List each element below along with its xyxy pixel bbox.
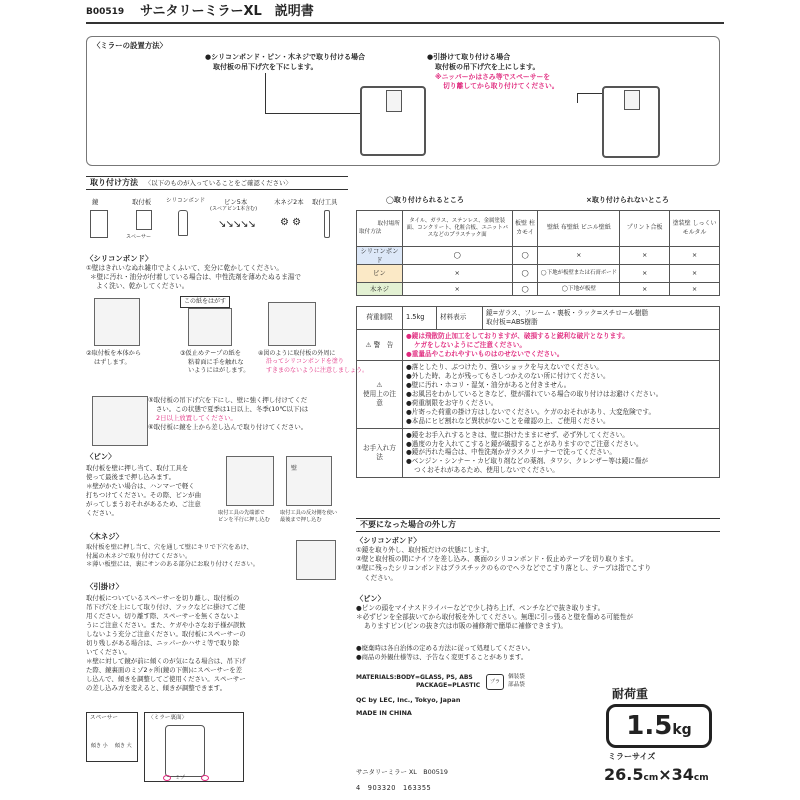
pin-step2-illustration [286,456,332,506]
step3-line: いようにはがします。 [188,367,250,375]
care-line: ●過度の力を入れてこすると鏡が破損することがありますのでご注意ください。 [406,439,643,448]
spec-table [356,306,720,478]
pin-line: ＊壁がかたい場合は、ハンマーで軽く [86,481,195,490]
materials-text [356,674,480,691]
method-cell: シリコンボンド [357,247,403,265]
hook-line: た際、鏡裏面のミゾ2ヶ所(鏡の下側)にスペーサーを差 [86,665,243,674]
step5-line: 2日以上放置してください。 [156,413,237,422]
title-rule [86,22,724,24]
recycle-text [508,674,525,690]
pin-line: 使って最後まで押し込みます。 [86,472,175,481]
screw-icon: ⚙ ⚙ [280,217,302,228]
removal-line: ヘラなどでこすり落とし、テープは指でこすり [512,564,652,573]
compat-cell: ◯ [512,283,538,296]
care-label: お手入れ方法 [357,428,403,477]
step4-line: ④図のように取付板の外周に [258,350,336,357]
header-cell: 壁紙 布壁紙 ビニル壁紙 [538,211,620,247]
part-label: ピン5本 [224,198,248,206]
silicon-line: よく洗い、乾かしてください。 [96,282,189,291]
setup-left-line2: 取付板の吊下げ穴を下にします。 [213,63,318,71]
part-label: シリコンボンド [166,198,206,204]
load-value-big: 1.5 [626,711,673,741]
removal-line: ください。 [364,573,397,582]
mirror-back-diagram [144,712,244,782]
barcode-number: 4 903320 163355 [356,784,432,792]
removal-note: ●廃棄時は各自治体の定める方法に従って処理してください。 [356,644,535,652]
hook-line: 用ください。切り離す際、スペーサーを無くさないよ [86,611,240,620]
install-heading: 取り付け方法 [90,178,138,187]
size-label: ミラーサイズ [608,752,656,761]
install-subheading: 〈以下のものが入っていることをご確認ください〉 [144,179,292,187]
screw-line: 取付板を壁に押し当て、穴を通して壁にキリで下穴をあけ、 [86,544,253,551]
pin-cap-line: ピンを平行に押し込む [218,517,270,524]
wall-label: 壁 [291,465,298,472]
removal-line: ③壁に残ったシリコンボンドはプラスチックのもので [356,564,513,573]
header-cell: プリント合板 [620,211,670,247]
hook-line: しないよう充分ご注意ください。取付板にスペーサーの [86,629,246,638]
removal-pin-line: ＊必ずピンを全部抜いてから取付板を外してください。無理に引っ張ると壁を傷める可能性が [356,613,633,622]
compat-table [356,210,720,296]
size-value [604,764,709,786]
warning-line: ●重量品やこわれやすいものはのせないでください。 [406,349,564,358]
hook-line: うにご注意ください。また、ケガや小さなお子様が誤飲 [86,620,246,629]
company-text [356,696,460,718]
step4-text [258,350,368,375]
caution-line: ●壁に汚れ・ホコリ・湿気・油分があると付きません。 [406,381,571,390]
pin-cap-line: 取付工具の反対側を使い [280,510,338,516]
silicon-heading: 〈シリコンボンド〉 [86,254,153,263]
compat-cell: ◯ [512,265,538,283]
part-label: 取付工具 [312,198,338,206]
hook-line: 吊下げ穴を上にして取り付け、フックなどに掛けてご使 [86,602,246,611]
screw-illustration [296,540,336,580]
hook-line: 切り残しがある場合は、ニッパーかハサミ等で取り除 [86,638,240,647]
company-line: QC by LEC, Inc., Tokyo, Japan [356,696,461,704]
method-cell: 木ネジ [357,283,403,296]
spacer-diagram [86,712,138,762]
step5-line: さい。この状態で夏季は1日以上、冬季(10℃以下)は [156,404,309,413]
parts-list [86,196,348,252]
load-value: 1.5kg [403,307,437,330]
warning-line: ●鏡は飛散防止加工をしておりますが、破損すると鋭利な破片となります。 [406,331,629,340]
compat-cell: ◯下地が板壁 [538,283,620,296]
removal-silicon-heading: 〈シリコンボンド〉 [356,536,421,545]
groove-label: ミゾ [175,775,186,781]
pin-step1-illustration [226,456,274,506]
step4-illustration [268,302,316,346]
step2-line: ②取付板を本体から [86,350,142,357]
screw-line: 付属の木ネジで取り付けてください。 [86,552,192,560]
load-unit: kg [672,722,692,738]
caution-label: 使用上の注意 [363,390,396,408]
mirror-outline [165,725,205,777]
removal-notes [356,644,534,662]
size-height: 34 [671,765,694,784]
pins-icon: ↘↘↘↘↘ [218,219,255,230]
step2-line: はずします。 [94,358,131,366]
silicon-line: ＊壁に汚れ・油分が付着している場合は、中性洗剤を薄めたぬるま湯で [90,273,301,282]
made-in-line: MADE IN CHINA [356,708,412,717]
compat-cell: × [538,247,620,265]
caution-line: ●本品にヒビ割れなど異状がないことを確認の上、ご使用ください。 [406,416,610,425]
compat-cell: × [620,265,670,283]
step4-line: 沿ってシリコンボンドを塗り [266,358,344,366]
care-line: ●鏡をお手入れするときは、壁に掛けたままにせず、必ず外してください。 [406,430,629,439]
corner-bottom: 取付方法 [359,228,382,235]
pin-cap-line: 取付工具の先端部で [218,510,265,516]
removal-line: ②壁と取付板の間にナイフを差し込み、裏面のシリコンボンド・仮止めテープを切り取ります。 [356,555,638,564]
mount-plate-icon [624,90,640,110]
install-heading-bar [86,176,348,190]
setup-right-line2: 取付板の吊下げ穴を上にします。 [435,63,540,71]
step5-illustration [92,396,148,446]
material-line: 鏡=ガラス、フレーム・裏板・ラック=スチロール樹脂 [486,309,649,317]
removal-heading: 不要になった場合の外し方 [360,520,456,529]
warning-label: 警 告 [373,340,394,349]
groove-marker [201,775,209,781]
caution-icon: ⚠ [376,381,383,390]
pin-cap-line: 最後まで押し込む [280,517,322,524]
material-line: 取付板=ABS樹脂 [486,317,538,326]
header-cell: 塗装壁 しっくい モルタル [670,211,720,247]
groove-marker [163,775,171,781]
step5-text [148,396,308,432]
pin-text [86,464,201,518]
removal-pin-line: ありますピン(ピンの抜き穴は市販の補修剤で簡単に補修できます)。 [364,622,567,631]
warning-line: ケガをしないようにご注意ください。 [414,340,526,349]
silicon-line: ①壁はきれいなぬれ雑巾でよくふいて、充分に乾かしてください。 [86,264,283,272]
method-cell: ピン [357,265,403,283]
hook-text [86,594,246,693]
compat-cell: ◯下地が板壁または石膏ボード [538,265,620,283]
setup-right-note2: 切り離してから取り付けてください。 [443,82,559,90]
part-sublabel: (スペアピン1本含む) [210,206,258,212]
compat-cell: × [620,283,670,296]
removal-line: ①鏡を取り外し、取付板だけの状態にします。 [356,546,494,554]
compat-cell: ◯ [402,247,512,265]
size-times: × [658,765,672,784]
pin-line: がってしまうおそれがあるため、ご注意 [86,499,201,508]
compat-cell: × [620,247,670,265]
setup-left-line1: ●シリコンボンド・ピン・木ネジで取り付ける場合 [205,53,365,61]
tilt-small-label: 傾き 小 [91,743,108,749]
step2-text [86,350,141,367]
part-sublabel: スペーサー [126,234,152,240]
size-unit: cm [693,773,709,783]
hook-line: ＊壁に対して鏡が前に傾くのが気になる場合は、吊下げ [86,656,246,665]
mirror-icon [90,210,108,238]
step2-illustration [94,298,140,346]
tilt-large-label: 傾き 大 [115,743,132,749]
size-unit: cm [643,773,659,783]
screw-heading: 〈木ネジ〉 [86,532,124,541]
pin-cap2 [280,510,337,525]
corner-top: 取付場所 [377,220,400,227]
removal-note: ●商品の外観仕様等は、予告なく変更することがあります。 [356,652,528,661]
caution-line: ●荷重制限をお守りください。 [406,399,498,408]
setup-right-note1: ※ニッパーかはさみ等でスペーサーを [435,73,551,81]
compat-ok-heading: ◯取り付けられるところ [386,196,464,204]
pin-line: 打ちつけてください。その際、ピンが曲 [86,490,201,499]
material-label: 材料表示 [437,307,483,330]
product-code: B00519 [86,7,125,17]
removal-heading-bar [356,518,720,532]
recycle-line: 個装袋 [508,674,525,680]
pin-cap1 [218,510,270,525]
load-label: 荷重制限 [357,307,403,330]
caution-line: ●お風呂をわかしているときなど、壁が濡れている場合の取り付けはお避けください。 [406,390,663,399]
load-badge [606,704,712,748]
silicon-text [86,264,301,292]
header-cell: タイル、ガラス、ステンレス、金属塗装面、コンクリート、化粧合板、ユニットバスなどのプラスチック面 [402,211,512,247]
recycle-line: 部品袋 [508,681,525,688]
step4-line: すきまのないように注意しましょう。 [266,366,369,374]
caution-line: ●片寄った荷重の掛け方はしないでください。ケガのおそれがあり、大変危険です。 [406,407,656,416]
spacer-label: スペーサー [90,715,118,721]
pin-heading: 〈ピン〉 [86,452,116,461]
step5-line: ⑥取付板に鏡を上から差し込んで取り付けてください。 [148,422,308,431]
part-label: 鏡 [92,198,99,206]
removal-silicon-text [356,546,651,583]
compat-cell: × [670,247,720,265]
hook-line: の差し込み方を変えると、傾きが調整できます。 [86,683,227,692]
load-title: 耐荷重 [612,687,649,701]
step3-illustration [188,308,232,346]
product-name-footer: サニタリーミラー XL B00519 [356,768,448,776]
part-label: 取付板 [132,198,152,206]
pin-line: ください。 [86,508,118,517]
step5-line: ⑤取付板の吊下げ穴を下にし、壁に強く押し付けてくだ [148,396,308,404]
setup-right-line1: ●引掛けて取り付ける場合 [427,53,511,61]
mirror-back-diagram-right [602,86,660,158]
mount-plate-icon [136,210,152,230]
page-title: サニタリーミラーXL 説明書 [140,4,314,19]
part-label: 木ネジ2本 [274,198,304,206]
care-line: ●ベンジン・シンナー・カビ取り剤などの薬剤、タワシ、クレンザー等は鏡に傷が [406,457,648,466]
mirror-back-label: 〈ミラー裏面〉 [148,715,188,721]
header-cell: 板壁 柱 カモイ [512,211,538,247]
removal-pin-text [356,604,633,632]
care-line: ●鏡が汚れた場合は、中性洗剤かガラスクリーナーで洗ってください。 [406,448,616,457]
hook-heading: 〈引掛け〉 [86,582,123,591]
screw-text [86,544,259,570]
mirror-back-diagram-left [360,86,426,156]
tool-icon [324,210,330,238]
warning-icon: ⚠ [365,340,372,349]
mount-plate-icon [386,90,402,112]
care-line: つくおそれがあるため、使用しないでください。 [414,466,559,475]
step3-line: 粘着面に手を触れな [188,358,244,366]
materials-line: PACKAGE=PLASTIC [416,682,481,690]
compat-cell: × [402,283,512,296]
size-width: 26.5 [604,765,644,784]
removal-pin-line: ●ピンの頭をマイナスドライバーなどで少し持ち上げ、ペンチなどで抜き取ります。 [356,604,605,612]
screw-line: ＊薄い板壁には、裏にサンのある部分にお取り付けください。 [86,561,259,569]
callout-peel: この紙をはがす [180,296,230,308]
removal-pin-heading: 〈ピン〉 [356,594,385,603]
materials-line: MATERIALS:BODY=GLASS, PS, ABS [356,674,473,681]
compat-cell: × [670,265,720,283]
compat-cell: × [402,265,512,283]
step3-line: ③仮止めテープの紙を [180,350,241,357]
compat-ng-heading: ×取り付けられないところ [586,196,669,204]
caution-line: ●落としたり、ぶつけたり、強いショックを与えないでください。 [406,363,603,372]
recycle-icon: プラ [486,674,504,690]
hook-line: 取付板についているスペーサーを切り離し、取付板の [86,594,240,602]
pin-line: 取付板を壁に押し当て、取付工具を [86,464,189,472]
setup-heading: 〈ミラーの設置方法〉 [93,41,167,50]
bond-tube-icon [178,210,188,236]
hook-line: いてください。 [86,647,131,656]
hook-line: し込んで、傾きを調整してご使用ください。スペーサー [86,674,246,683]
caution-line: ●外した時、あとが残ってもさしつかえのない所に付けてください。 [406,372,610,381]
step3-text [180,350,249,376]
compat-cell: ◯ [512,247,538,265]
compat-cell: × [670,283,720,296]
